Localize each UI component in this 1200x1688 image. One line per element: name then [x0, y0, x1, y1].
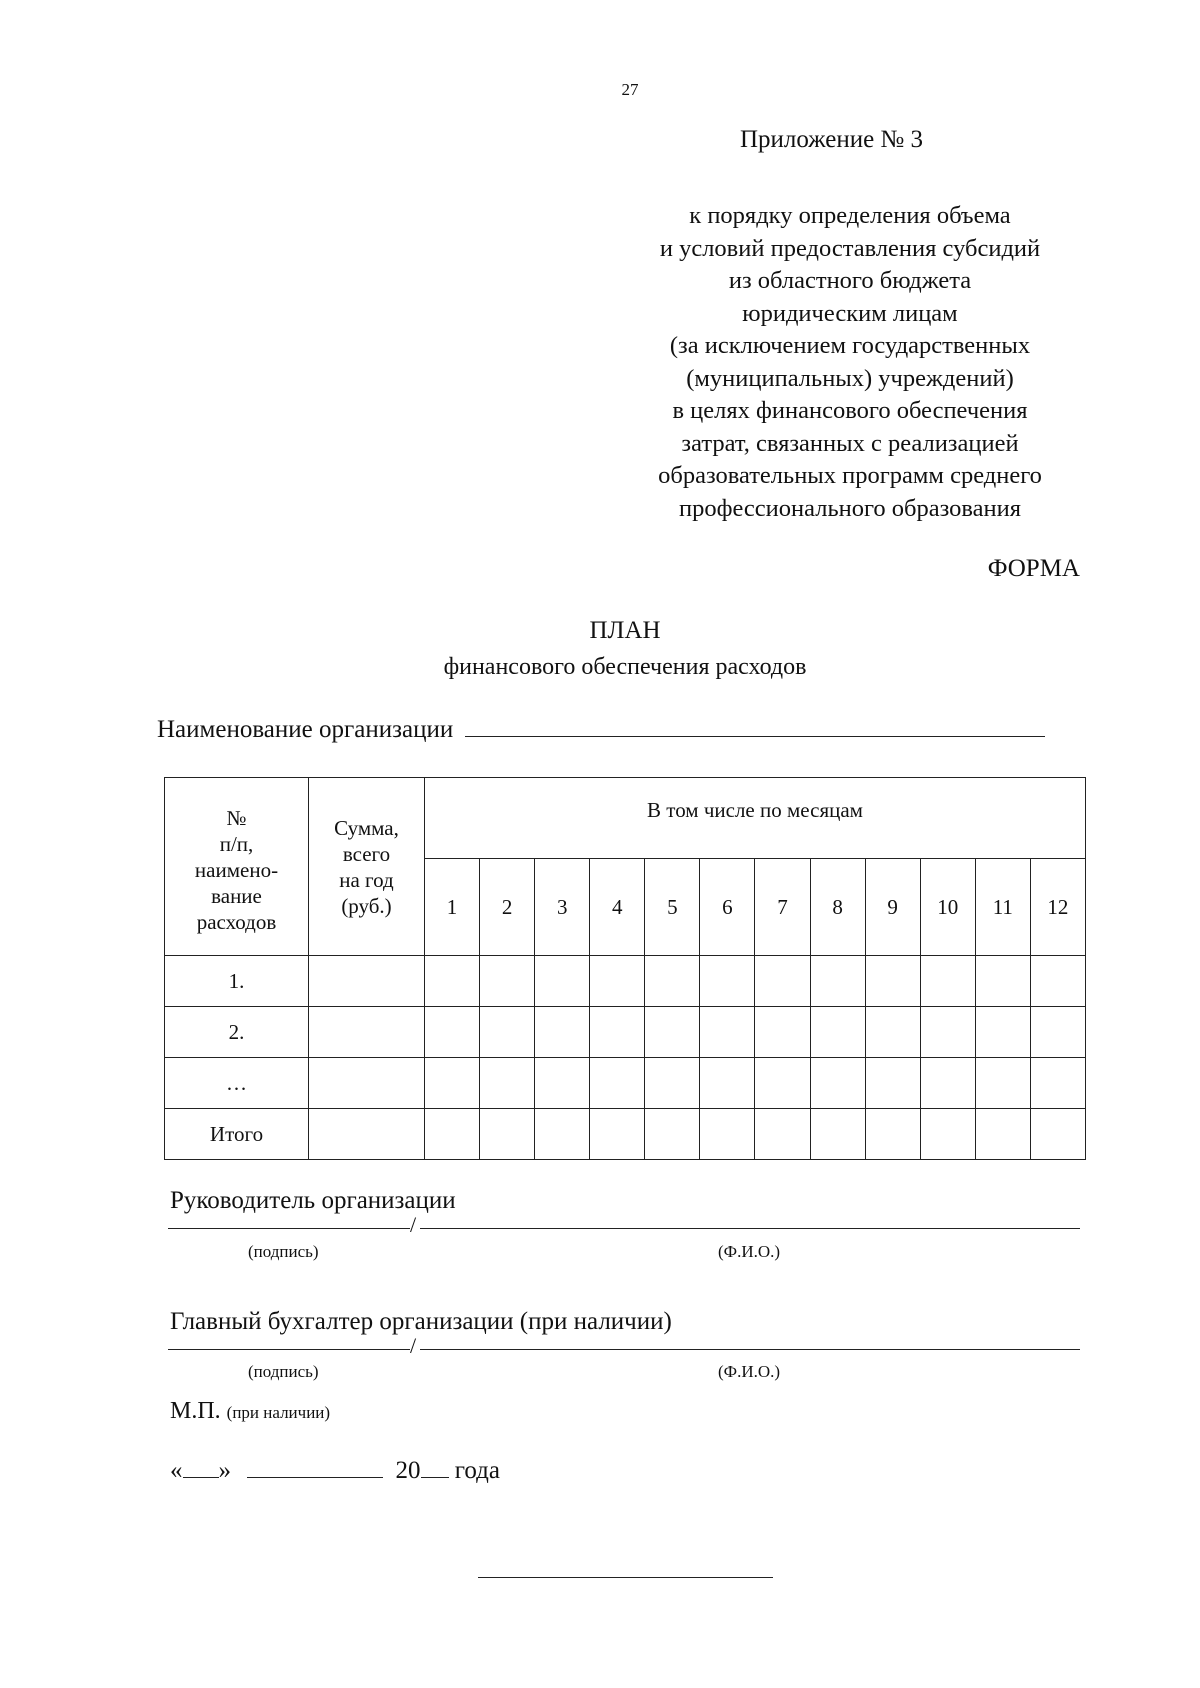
appendix-description: [580, 200, 1120, 525]
row-label: 2.: [165, 1007, 309, 1058]
table-cell[interactable]: [865, 1007, 920, 1058]
table-cell[interactable]: [590, 956, 645, 1007]
name-note: (Ф.И.О.): [718, 1362, 781, 1381]
table-cell[interactable]: [865, 1058, 920, 1109]
header-month: 2: [480, 859, 535, 956]
table-cell[interactable]: [700, 1058, 755, 1109]
accountant-signature-line[interactable]: [168, 1348, 410, 1350]
table-cell[interactable]: [755, 1058, 810, 1109]
header-month: 8: [810, 859, 865, 956]
table-cell[interactable]: [535, 1058, 590, 1109]
table-cell[interactable]: [309, 1109, 425, 1160]
header-line: №: [226, 805, 247, 830]
table-cell[interactable]: [425, 1007, 480, 1058]
organization-name-field: [157, 716, 1045, 744]
header-line: на год: [339, 867, 394, 892]
header-month: 12: [1030, 859, 1085, 956]
table-header-row: [165, 778, 1086, 859]
header-line: вание: [211, 883, 262, 908]
appendix-line: образовательных программ среднего: [658, 462, 1042, 489]
table-cell[interactable]: [865, 956, 920, 1007]
header-month: 4: [590, 859, 645, 956]
table-cell[interactable]: [309, 956, 425, 1007]
signature-separator: /: [410, 1333, 417, 1358]
table-cell[interactable]: [920, 1109, 975, 1160]
accountant-name-line[interactable]: [420, 1348, 1080, 1350]
table-cell[interactable]: [700, 956, 755, 1007]
table-cell[interactable]: [590, 1007, 645, 1058]
plan-title: ПЛАН: [589, 617, 661, 644]
table-cell[interactable]: [755, 1007, 810, 1058]
year-blank[interactable]: [421, 1476, 449, 1478]
table-cell[interactable]: [309, 1058, 425, 1109]
date-line: [170, 1457, 500, 1485]
appendix-line: юридическим лицам: [742, 299, 958, 327]
table-cell[interactable]: [810, 1007, 865, 1058]
header-line: всего: [342, 841, 391, 866]
year-suffix: года: [454, 1457, 500, 1484]
table-cell[interactable]: [920, 1058, 975, 1109]
appendix-title: Приложение № 3: [740, 126, 924, 153]
header-month: 3: [535, 859, 590, 956]
table-cell[interactable]: [975, 1109, 1030, 1160]
page-number: 27: [621, 80, 639, 99]
form-label: ФОРМА: [987, 555, 1080, 582]
head-signature-line[interactable]: [168, 1227, 410, 1229]
signature-note: (подпись): [248, 1362, 319, 1381]
table-cell[interactable]: [590, 1058, 645, 1109]
table-cell[interactable]: [1030, 1058, 1085, 1109]
header-line: п/п,: [219, 831, 254, 856]
table-cell[interactable]: [425, 956, 480, 1007]
closing-divider: [478, 1576, 773, 1578]
appendix-line: затрат, связанных с реализацией: [681, 429, 1019, 457]
header-month: 6: [700, 859, 755, 956]
header-month: 10: [920, 859, 975, 956]
table-cell[interactable]: [755, 1109, 810, 1160]
table-cell[interactable]: [480, 1109, 535, 1160]
table-cell[interactable]: [309, 1007, 425, 1058]
header-item-name: [165, 778, 309, 956]
header-month: 11: [975, 859, 1030, 956]
table-cell[interactable]: [755, 956, 810, 1007]
table-row: [165, 1007, 1086, 1058]
table-cell[interactable]: [810, 956, 865, 1007]
table-cell[interactable]: [480, 1007, 535, 1058]
header-line: (руб.): [341, 893, 392, 918]
table-cell[interactable]: [975, 1058, 1030, 1109]
day-blank[interactable]: [183, 1476, 219, 1478]
table-cell[interactable]: [1030, 956, 1085, 1007]
header-line: Сумма,: [334, 815, 399, 840]
header-months-group: В том числе по месяцам: [425, 778, 1086, 859]
header-month: 5: [645, 859, 700, 956]
appendix-line: из областного бюджета: [728, 267, 972, 294]
table-cell[interactable]: [810, 1058, 865, 1109]
table-cell[interactable]: [535, 1109, 590, 1160]
stamp-label: М.П.: [170, 1398, 221, 1424]
header-month: 1: [425, 859, 480, 956]
table-row: [165, 956, 1086, 1007]
stamp-place: [170, 1398, 330, 1425]
name-note: (Ф.И.О.): [718, 1242, 781, 1261]
appendix-line: и условий предоставления субсидий: [659, 234, 1041, 262]
table-cell[interactable]: [535, 956, 590, 1007]
table-cell[interactable]: [865, 1109, 920, 1160]
table-cell[interactable]: [920, 956, 975, 1007]
header-month: 7: [755, 859, 810, 956]
table-cell[interactable]: [645, 1007, 700, 1058]
stamp-note: (при наличии): [226, 1403, 331, 1422]
signature-note: (подпись): [248, 1242, 319, 1261]
table-cell[interactable]: [700, 1109, 755, 1160]
table-cell[interactable]: [975, 1007, 1030, 1058]
table-row-total: [165, 1109, 1086, 1160]
appendix-line: (муниципальных) учреждений): [686, 364, 1014, 392]
header-line: наимено-: [194, 857, 279, 882]
table-cell[interactable]: [645, 1058, 700, 1109]
head-name-line[interactable]: [420, 1227, 1080, 1229]
table-cell[interactable]: [1030, 1109, 1085, 1160]
date-close-quote: »: [218, 1457, 231, 1484]
row-label: 1.: [165, 956, 309, 1007]
row-label: …: [165, 1058, 309, 1109]
row-label-total: Итого: [165, 1109, 309, 1160]
plan-subtitle: финансового обеспечения расходов: [443, 654, 807, 680]
year-prefix: 20: [395, 1457, 421, 1484]
appendix-line: профессионального образования: [678, 494, 1022, 522]
table-cell[interactable]: [810, 1109, 865, 1160]
organization-blank[interactable]: [465, 735, 1045, 737]
head-signature-label: Руководитель организации: [170, 1187, 456, 1214]
appendix-line: к порядку определения объема: [689, 202, 1011, 229]
signature-separator: /: [410, 1212, 417, 1237]
header-annual-sum: [309, 778, 425, 956]
table-cell[interactable]: [480, 956, 535, 1007]
month-blank[interactable]: [247, 1476, 383, 1478]
table-cell[interactable]: [645, 956, 700, 1007]
table-cell[interactable]: [920, 1007, 975, 1058]
table-cell[interactable]: [1030, 1007, 1085, 1058]
table-cell[interactable]: [645, 1109, 700, 1160]
table-row: [165, 1058, 1086, 1109]
date-open-quote: «: [170, 1457, 183, 1484]
appendix-line: (за исключением государственных: [669, 332, 1031, 359]
table-cell[interactable]: [425, 1109, 480, 1160]
table-cell[interactable]: [590, 1109, 645, 1160]
finance-plan-table: [164, 777, 1086, 1160]
table-cell[interactable]: [700, 1007, 755, 1058]
header-month: 9: [865, 859, 920, 956]
table-cell[interactable]: [480, 1058, 535, 1109]
table-cell[interactable]: [535, 1007, 590, 1058]
appendix-line: в целях финансового обеспечения: [672, 397, 1028, 424]
accountant-signature-label: Главный бухгалтер организации (при наличии): [170, 1308, 672, 1335]
header-line: расходов: [196, 909, 277, 934]
table-cell[interactable]: [425, 1058, 480, 1109]
table-cell[interactable]: [975, 956, 1030, 1007]
organization-label: Наименование организации: [157, 716, 454, 743]
